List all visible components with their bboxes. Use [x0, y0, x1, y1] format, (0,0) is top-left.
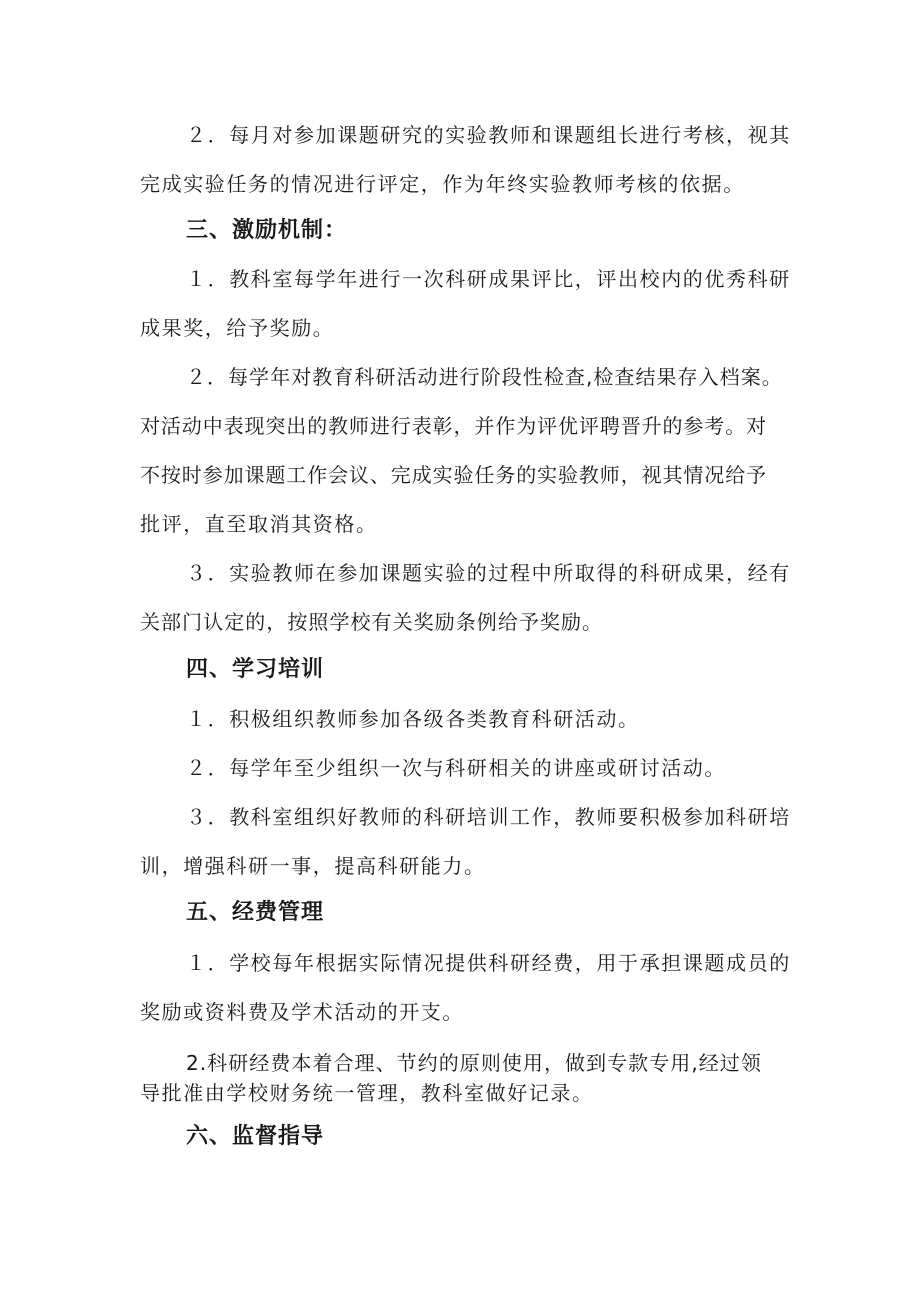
paragraph-line: 2.科研经费本着合理、节约的原则使用，做到专款专用,经过领 [186, 1051, 762, 1075]
paragraph-line: 奖励或资料费及学术活动的开支。 [140, 1000, 464, 1024]
paragraph-line: １．教科室每学年进行一次科研成果评比，评出校内的优秀科研 [186, 267, 791, 291]
paragraph-line: 导批准由学校财务统一管理，教科室做好记录。 [140, 1081, 594, 1105]
paragraph-line: ２．每学年对教育科研活动进行阶段性检查,检查结果存入档案。 [186, 365, 783, 389]
section-heading-supervision: 六、监督指导 [186, 1124, 325, 1149]
paragraph-line: 训，增强科研一事，提高科研能力。 [140, 854, 486, 878]
paragraph-line: １．学校每年根据实际情况提供科研经费，用于承担课题成员的 [186, 951, 791, 975]
section-heading-training: 四、学习培训 [186, 657, 325, 682]
paragraph-line: ２．每学年至少组织一次与科研相关的讲座或研讨活动。 [186, 756, 726, 780]
paragraph-line: ３．教科室组织好教师的科研培训工作，教师要积极参加科研培 [186, 805, 791, 829]
paragraph-line: 完成实验任务的情况进行评定，作为年终实验教师考核的依据。 [140, 172, 745, 196]
paragraph-line: 批评，直至取消其资格。 [140, 512, 378, 536]
section-heading-funding: 五、经费管理 [186, 900, 325, 925]
paragraph-line: １．积极组织教师参加各级各类教育科研活动。 [186, 707, 640, 731]
paragraph-line: 不按时参加课题工作会议、完成实验任务的实验教师，视其情况给予 [140, 463, 767, 487]
paragraph-line: 成果奖，给予奖励。 [140, 316, 335, 340]
paragraph-line: 对活动中表现突出的教师进行表彰，并作为评优评聘晋升的参考。对 [140, 414, 767, 438]
section-heading-incentive: 三、激励机制： [186, 218, 348, 243]
paragraph-line: ３．实验教师在参加课题实验的过程中所取得的科研成果，经有 [186, 561, 791, 585]
paragraph-line: ２．每月对参加课题研究的实验教师和课题组长进行考核，视其 [186, 123, 791, 147]
paragraph-line: 关部门认定的，按照学校有关奖励条例给予奖励。 [140, 610, 604, 634]
